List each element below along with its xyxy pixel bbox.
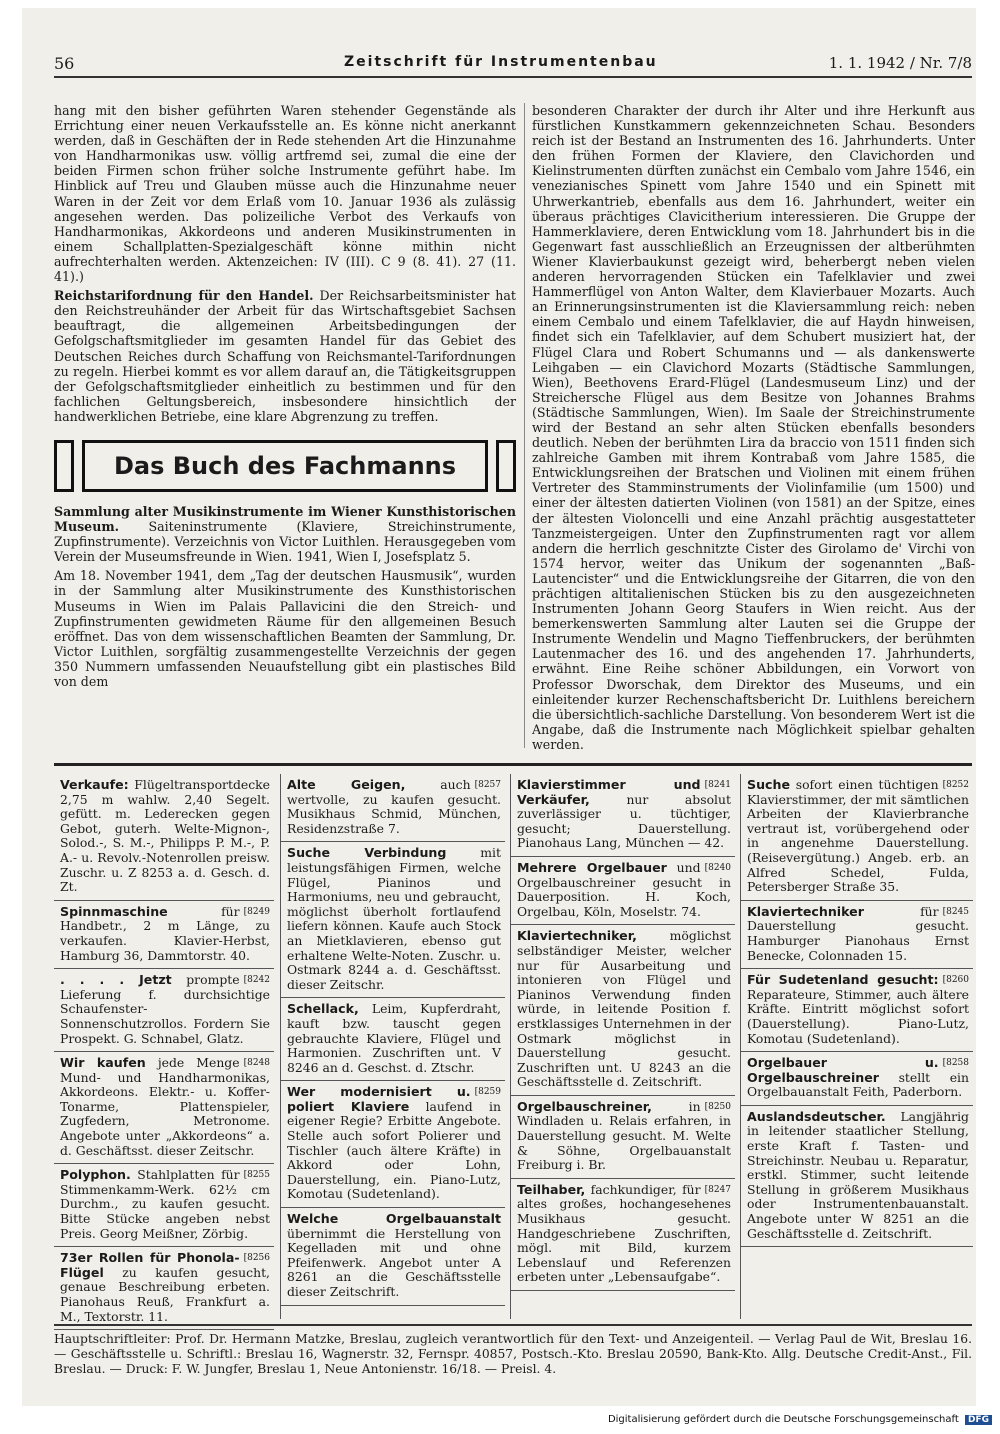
ad-item: [8240 Mehrere Orgelbauer und Orgelbauschreiner gesucht in Dauerposition. H. Koch, Orgelbau, Köln, Moselstr. 74.	[511, 857, 735, 925]
ad-text: für Dauerstellung gesucht. Hamburger Pianohaus Ernst Benecke, Colonnaden 15.	[747, 903, 969, 963]
dfg-logo: DFG	[965, 1415, 992, 1425]
ad-item: [8259 Wer modernisiert u. poliert Klaviere laufend in eigener Regie? Erbitte Angebote. Stelle auch sofort Polierer und Tischler (auch ältere Kräfte) in Akkord oder Lohn, Dauerstellung, ein. Piano-Lutz, Komotau (Sudetenland).	[281, 1081, 505, 1208]
ad-text: Leim, Kupferdraht, kauft bzw. tauscht gegen gebrauchte Klaviere, Flügel und Harmonien. Zuschriften unt. V 8246 an d. Geschst. d. Ztschr.	[287, 1001, 501, 1075]
ad-column-1	[54, 774, 274, 1324]
paragraph	[54, 288, 516, 424]
credit-text: Digitalisierung gefördert durch die Deutsche Forschungsgemeinschaft	[607, 1414, 959, 1425]
book-title: Sammlung alter Musikinstrumente im Wiener Kunsthistorischen Museum.	[54, 503, 516, 535]
ad-text: sofort einen tüchtigen Klavierstimmer, der mit sämtlichen Arbeiten der Klavierbranche vertraut ist, vorübergehend oder in angenehme Dauerstellung. (Reisevergütung.) Angeb. erb. an Alfred Schedel, Fulda, Petersberger Straße 35.	[747, 777, 969, 895]
ad-item: [8250 Orgelbauschreiner, in Windladen u. Relais erfahren, in Dauerstellung gesucht. M. Welte & Söhne, Orgelbauanstalt Freiburg i. Br.	[511, 1096, 735, 1179]
ad-text: fachkundiger, für altes großes, hochangesehenes Musikhaus gesucht. Handgeschriebene Zuschriften, mögl. mit Bild, kurzem Lebenslauf und Referenzen erbeten unter „Lebensaufgabe“.	[517, 1181, 731, 1285]
ad-text: Reparateure, Stimmer, auch ältere Kräfte. Eintritt möglichst sofort (Dauerstellung). Piano-Lutz, Komotau (Sudetenland).	[747, 986, 969, 1046]
digitization-credit	[608, 1414, 992, 1425]
issue-date: 1. 1. 1942 / Nr. 7/8	[828, 54, 972, 72]
ad-item: [8248 Wir kaufen jede Menge Mund- und Handharmonikas, Akkordeons. Elektr.- u. Koffer-Tonarme, Plattenspieler, Zugfedern, Metronome. Angebote unter „Akkordeons“ a. d. Geschäftsst. dieser Zeitschr.	[54, 1052, 274, 1164]
ad-text: nur absolut zuverlässiger u. tüchtiger, gesucht; Dauerstellung. Pianohaus Lang, München — 42.	[517, 791, 731, 851]
ad-text: möglichst selbständiger Meister, welcher nur für Ausarbeitung und intonieren von Flügel und Pianinos Verwendung finden würde, in leitende Position f. erstklassiges Unternehmen in der Ostmark möglichst in Dauerstellung gesucht. Zuschriften unt. U 8243 an die Geschäftsstelle d. Zeitschrift.	[517, 928, 731, 1090]
ad-text: prompte Lieferung f. durchsichtige Schaufenster-Sonnenschutzrollos. Fordern Sie Prospekt. G. Schnabel, Glatz.	[60, 972, 270, 1046]
paragraph-text: Der Reichsarbeitsminister hat den Reichstreuhänder der Arbeit für das Wirtschaftsgebiet Sachsen beauftragt, die allgemeinen Arbeitsbedingungen der Gefolgschaftsmitglieder im gesamten Handel für das Gebiet des Deutschen Reiches durch Schaffung von Reichsmantel-Tarifordnungen zu regeln. Hierbei kommt es vor allem darauf an, die Tätigkeitsgruppen der Gefolgschaftsmitglieder einheitlich zu bestimmen und für den fachlichen Geltungsbereich, insbesondere hinsichtlich der handwerklichen Betriebe, eine klare Abgrenzung zu treffen.	[54, 288, 516, 424]
ad-heading: Welche Orgelbauanstalt	[287, 1211, 501, 1227]
ad-text: laufend in eigener Regie? Erbitte Angebote. Stelle auch sofort Polierer und Tischler (auch ältere Kräfte) in Akkord oder Lohn, Dauerstellung, ein. Piano-Lutz, Komotau (Sudetenland).	[287, 1098, 501, 1202]
ad-text: auch wertvolle, zu kaufen gesucht. Musikhaus Schmid, München, Residenzstraße 7.	[287, 777, 501, 836]
imprint: Hauptschriftleiter: Prof. Dr. Hermann Matzke, Breslau, zugleich verantwortlich für den Text- und Anzeigenteil. — Verlag Paul de Wit, Breslau 16. — Geschäftsstelle u. Schriftl.: Breslau 16, Wagnerstr. 32, Fernspr. 40857, Postsch.-Kto. Breslau 20590, Bank-Kto. Allg. Deutsche Credit-Anst., Fil. Breslau. — Druck: F. W. Jungfer, Breslau 1, Neue Antonienstr. 16/18. — Preisl. 4.	[54, 1324, 972, 1377]
ad-item	[281, 842, 505, 998]
ad-column-2	[280, 774, 505, 1319]
column-divider	[524, 103, 525, 748]
book-meta: Saiteninstrumente (Klaviere, Streichinstrumente, Zupfinstrumente). Verzeichnis von Victor Luithlen. Herausgegeben vom Verein der Museumsfreunde in Wien. 1941, Wien I, Josefsplatz 5.	[54, 519, 516, 565]
journal-title: Zeitschrift für Instrumentenbau	[344, 54, 658, 70]
banner-frame-left	[54, 440, 74, 492]
ad-item: [8241 Klavierstimmer und Verkäufer, nur absolut zuverlässiger u. tüchtiger, gesucht; Dauerstellung. Pianohaus Lang, München — 42.	[511, 774, 735, 857]
paragraph: Am 18. November 1941, dem „Tag der deutschen Hausmusik“, wurden in der Sammlung alter Musikinstrumente des Kunsthistorischen Museums in Wien im Palais Pallavicini die den Streich- und Zupfinstrumenten gewidmeten Räume für den allgemeinen Besuch eröffnet. Das von dem wissenschaftlichen Beamten der Sammlung, Dr. Victor Luithlen, sorgfältig zusammengestellte Verzeichnis der gegen 350 Nummern umfassenden Neuaufstellung gibt ein plastisches Bild von dem	[54, 568, 516, 689]
ad-text: Stahlplatten für Stimmenkamm-Werk. 62½ cm Durchm., zu kaufen gesucht. Bitte Stücke angeben nebst Preis. Georg Meißner, Zörbig.	[60, 1167, 270, 1241]
ad-text: und Orgelbauschreiner gesucht in Dauerposition. H. Koch, Orgelbau, Köln, Moselstr. 74.	[517, 859, 731, 919]
ad-item	[741, 1106, 973, 1247]
ad-item	[281, 1208, 505, 1306]
ad-heading: Klaviertechniker	[747, 903, 864, 919]
classified-ads	[54, 774, 972, 1324]
right-column	[532, 103, 975, 756]
ad-column-3	[510, 774, 735, 1319]
ad-heading: Klavierstimmer und Verkäufer,	[517, 777, 701, 807]
ad-item: [8249 Spinnmaschine für Handbetr., 2 m Länge, zu verkaufen. Klavier-Herbst, Hamburg 36, Dammtorstr. 40.	[54, 901, 274, 969]
paragraph: besonderen Charakter der durch ihr Alter und ihre Herkunft aus fürstlichen Kunstkammern gekennzeichneten Schau. Besonders reich ist der Bestand an Instrumenten des 16. Jahrhunderts. Unter den frühen Formen der Klaviere, den Clavichorden und Kielinstrumenten dürften zunächst ein Cembalo vom Jahre 1546, ein venezianisches Spinett vom Jahre 1540 und ein Spinett mit Uhrwerkantrieb, ebenfalls aus dem 16. Jahrhundert, weiter ein überaus prächtiges Clavicitherium interessieren. Die Gruppe der Hammerklaviere, deren Entwicklung vom 18. Jahrhundert bis in die Gegenwart fast ausschließlich an Erzeugnissen der altberühmten Wiener Klavierbaukunst gezeigt wird, beherbergt neben vielen anderen hervorragenden Stücken ein Tafelklavier und zwei Hammerflügel von Anton Walter, dem Klavierbauer Mozarts. Auch an Erinnerungsinstrumenten ist die Klaviersammlung reich: neben einem Cembalo und einem Tafelklavier, die auf Haydn hinweisen, findet sich ein Tafelklavier, auf dem Schubert musiziert hat, der Flügel Clara und Robert Schumanns und — als dankenswerte Leihgaben — ein Clavichord Mozarts (Städtische Sammlungen, Wien), Beethovens Erard-Flügel (Landesmuseum Linz) und der Streichersche Flügel aus dem Besitze von Johannes Brahms (Städtische Sammlungen, Wien). Im Saale der Streichinstrumente wird der Bestand an sehr alten Stücken ebenfalls besonders deutlich. Neben der berühmten Lira da braccio von 1511 finden sich zahlreiche Gamben mit ihrem Kontrabaß vom Jahre 1585, die Entwicklungsreihen der Bratschen und Violinen mit einem frühen Vertreter des Stamminstruments der Violinfamilie (um 1500) und einer der ältesten datierten Violinen (von 1581) an der Spitze, eines der ältesten Violoncelli und eine Anzahl prächtig ausgestatteter Tanzmeistergeigen. Unter den Zupfinstrumenten ragt vor allem andern die herrlich geschnitzte Cister des Girolamo de' Virchi von 1574 hervor, weiter das Unikum der sogenannten „Baß-Lautencister“ und die Entwicklungsreihe der Gitarren, die von den prächtigen altitalienischen Stücken bis zu den ausgezeichneten Instrumenten Johann Georg Staufers in Wien reicht. Aus der bemerkenswerten Sammlung alter Lauten sei die Gruppe der Instrumente Wendelin und Magno Tieffenbruckers, der berühmten Lautenmacher des 16. und des angehenden 17. Jahrhunderts, erwähnt. Eine Reihe schöner Abbildungen, ein Vorwort von Professor Dworschak, dem Direktor des Museums, und ein einleitender kurzer Rechenschaftsbericht Dr. Luithlens bereichern die übersichtlich-sachliche Darstellung. Von besonderem Wert ist die Angabe, daß die Instrumente nach Möglichkeit spielbar gehalten werden.	[532, 103, 975, 752]
ad-column-4	[740, 774, 973, 1319]
ad-heading: Alte Geigen,	[287, 777, 406, 792]
page-number: 56	[54, 54, 75, 73]
paragraph: hang mit den bisher geführten Waren stehender Gegenstände als Errichtung einer neuen Verkaufsstelle an. Es könne nicht anerkannt werden, daß in Geschäften der in Rede stehenden Art die Hinzunahme von Handharmonikas usw. völlig artfremd sei, zumal die eine der beiden Firmen schon früher solche Instrumente geführt habe. Im Hinblick auf Treu und Glauben müsse auch die Hinzunahme neuer Waren in der Zeit vor dem Erlaß vom 10. Januar 1936 als zulässig angesehen werden. Das polizeiliche Verbot des Verkaufs von Handharmonikas, Akkordeons und anderen Musikinstrumenten in einem Schallplatten-Spezialgeschäft könne mithin nicht aufrechterhalten werden. Aktenzeichen: IV (III). C 9 (8. 41). 27 (11. 41).)	[54, 103, 516, 285]
ad-text: übernimmt die Herstellung von Kegelladen mit und ohne Pfeifenwerk. Angebot unter A 8261 an die Geschäftsstelle dieser Zeitschrift.	[287, 1225, 501, 1299]
ad-text: jede Menge Mund- und Handharmonikas, Akkordeons. Elektr.- u. Koffer-Tonarme, Plattenspieler, Zugfedern, Metronome. Angebote unter „Akkordeons“ a. d. Geschäftsst. dieser Zeitschr.	[60, 1055, 270, 1158]
ad-heading: Polyphon.	[60, 1167, 131, 1183]
ad-item: [8255 Polyphon. Stahlplatten für Stimmenkamm-Werk. 62½ cm Durchm., zu kaufen gesucht. Bitte Stücke angeben nebst Preis. Georg Meißner, Zörbig.	[54, 1164, 274, 1247]
ad-item: [8247 Teilhaber, fachkundiger, für altes großes, hochangesehenes Musikhaus gesucht. Handgeschriebene Zuschriften, mögl. mit Bild, kurzem Lebenslauf und Referenzen erbeten unter „Lebensaufgabe“.	[511, 1179, 735, 1291]
ad-heading: Orgelbauschreiner,	[517, 1098, 652, 1114]
ad-text: zu kaufen gesucht, genaue Beschreibung erbeten. Pianohaus Reuß, Frankfurt a. M., Textorstr. 11.	[60, 1264, 270, 1324]
ad-heading: Verkaufe:	[60, 777, 129, 792]
ad-heading: Wer modernisiert u. poliert Klaviere	[287, 1084, 471, 1114]
banner-frame-right	[496, 440, 516, 492]
ad-heading: Schellack,	[287, 1001, 359, 1017]
ad-item: [8256 73er Rollen für Phonola-Flügel zu kaufen gesucht, genaue Beschreibung erbeten. Pianohaus Reuß, Frankfurt a. M., Textorstr. 11.	[54, 1247, 274, 1330]
ad-text: für Handbetr., 2 m Länge, zu verkaufen. Klavier-Herbst, Hamburg 36, Dammtorstr. 40.	[60, 903, 270, 963]
ad-heading: Klaviertechniker,	[517, 928, 637, 944]
ad-heading: Orgelbauer u. Orgelbauschreiner	[747, 1055, 939, 1085]
ad-item: [8258 Orgelbauer u. Orgelbauschreiner stellt ein Orgelbauanstalt Feith, Paderborn.	[741, 1052, 973, 1106]
book-review-header	[54, 504, 516, 564]
ad-heading: . . . . Jetzt	[60, 972, 172, 988]
section-heading: Reichstarifordnung für den Handel.	[54, 288, 314, 304]
section-banner	[54, 440, 516, 492]
ad-text: in Windladen u. Relais erfahren, in Dauerstellung gesucht. M. Welte & Söhne, Orgelbauanstalt Freiburg i. Br.	[517, 1098, 731, 1173]
ad-heading: Suche	[747, 777, 791, 792]
ad-heading: Für Sudetenland gesucht:	[747, 972, 939, 988]
section-rule	[54, 763, 972, 766]
ad-heading: Auslandsdeutscher.	[747, 1108, 886, 1124]
ad-item: [8252 Suche sofort einen tüchtigen Klavierstimmer, der mit sämtlichen Arbeiten der Klavierbranche vertraut ist, vorübergehend oder in angenehme Dauerstellung. (Reisevergütung.) Angeb. erb. an Alfred Schedel, Fulda, Petersberger Straße 35.	[741, 774, 973, 901]
ad-text: stellt ein Orgelbauanstalt Feith, Paderborn.	[747, 1069, 969, 1100]
ad-heading: Suche Verbindung	[287, 845, 447, 861]
ad-text: Flügeltransportdecke 2,75 m wahlw. 2,40 Segelt. gefütt. m. Lederecken gegen Gebot, guterh. Welte-Mignon-, Solod.-, S. M.-, Philipps P. M.-, P. A.- u. Revolv.-Notenrollen preisw. Zuschr. u. Z 8253 a. d. Gesch. d. Zt.	[60, 777, 270, 895]
ad-heading: 73er Rollen für Phonola-Flügel	[60, 1250, 240, 1280]
ad-text: Langjährig in leitender staatlicher Stellung, erste Kraft f. Tasten- und Streichinstr. Neubau u. Reparatur, erstkl. Stimmer, sucht leitende Stellung in größerem Musikhaus oder Instrumentenbauanstalt. Angebote unter W 8251 an die Geschäftsstelle d. Zeitschrift.	[747, 1108, 969, 1241]
ad-item: [8260 Für Sudetenland gesucht: Reparateure, Stimmer, auch ältere Kräfte. Eintritt möglichst sofort (Dauerstellung). Piano-Lutz, Komotau (Sudetenland).	[741, 969, 973, 1052]
ad-item	[54, 774, 274, 901]
ad-heading: Mehrere Orgelbauer	[517, 859, 667, 875]
page-header	[54, 52, 972, 78]
ad-heading: Wir kaufen	[60, 1055, 146, 1071]
ad-heading: Teilhaber,	[517, 1181, 586, 1197]
ad-item	[511, 925, 735, 1096]
ad-heading: Spinnmaschine	[60, 903, 168, 919]
ad-item: [8257 Alte Geigen, auch wertvolle, zu kaufen gesucht. Musikhaus Schmid, München, Residenzstraße 7.	[281, 774, 505, 842]
ad-item: [8245 Klaviertechniker für Dauerstellung gesucht. Hamburger Pianohaus Ernst Benecke, Colonnaden 15.	[741, 901, 973, 969]
ad-text: mit leistungsfähigen Firmen, welche Flügel, Pianinos und Harmoniums, neu und gebraucht, möglichst überholt fortlaufend liefern können. Kaufe auch Stock an Mietklavieren, ebenso gut erhaltene Welte-Noten. Zuschr. u. Ostmark 8244 a. d. Geschäftsst. dieser Zeitschr.	[287, 845, 501, 992]
scanned-page	[22, 8, 976, 1406]
left-column	[54, 103, 516, 693]
ad-item	[281, 998, 505, 1081]
ad-item: [8242 . . . . Jetzt prompte Lieferung f. durchsichtige Schaufenster-Sonnenschutzrollos. Fordern Sie Prospekt. G. Schnabel, Glatz.	[54, 969, 274, 1052]
banner-title: Das Buch des Fachmanns	[82, 440, 488, 492]
